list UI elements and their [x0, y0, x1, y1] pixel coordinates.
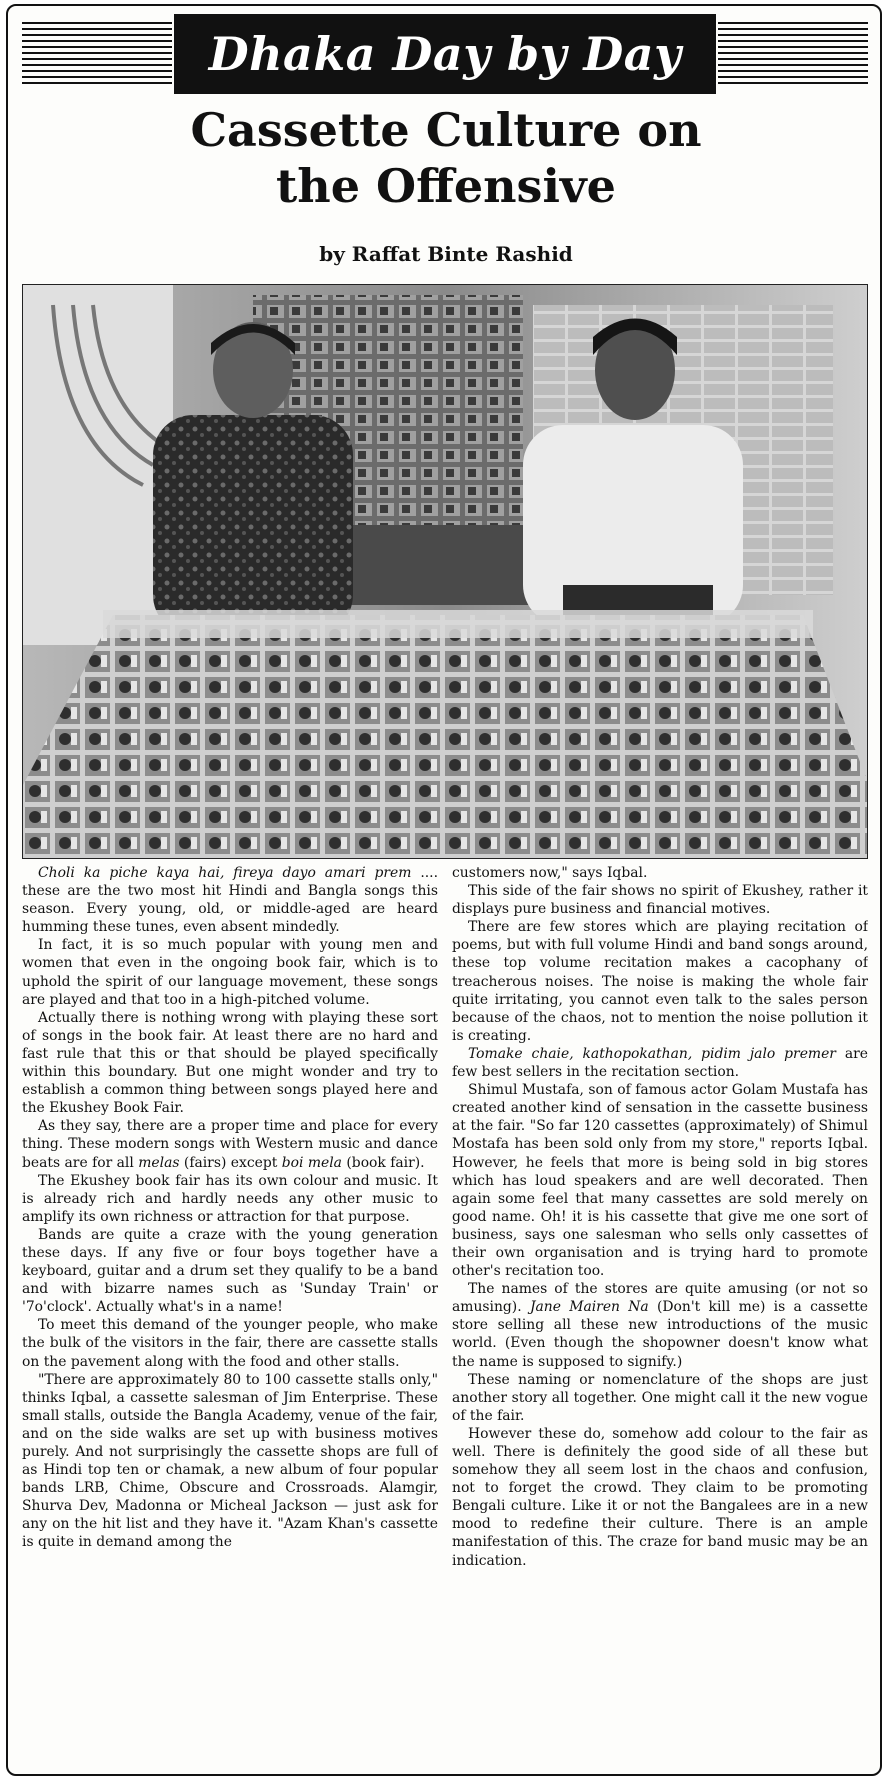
masthead-rules-left	[22, 22, 172, 86]
paragraph: Tomake chaie, kathopokathan, pidim jalo premer are few best sellers in the recitation section.	[452, 1045, 868, 1081]
column-right	[452, 864, 868, 1770]
section-masthead	[22, 14, 868, 94]
headline	[8, 102, 884, 214]
byline: by Raffat Binte Rashid	[319, 242, 573, 266]
headline-line-1: Cassette Culture on	[190, 103, 702, 157]
paragraph: There are few stores which are playing recitation of poems, but with full volume Hindi and band songs around, these top volume recitation makes a cacophany of treacherous noises. The noise is making the whole fair quite irritating, you cannot even talk to the sales person because of the chaos, not to mention the noise pollution it is creating.	[452, 919, 868, 1044]
paragraph: In fact, it is so much popular with young men and women that even in the ongoing book fair, which is to uphold the spirit of our language movement, these songs are played and that too in a high-pitched volume.	[22, 937, 438, 1008]
photo-illustration	[23, 285, 868, 859]
newspaper-clipping	[6, 4, 882, 1776]
section-title-box	[174, 14, 716, 94]
paragraph: To meet this demand of the younger people, who make the bulk of the visitors in the fair, there are cassette stalls on the pavement along with the food and other stalls.	[22, 1317, 438, 1370]
article-body	[22, 864, 868, 1770]
paragraph: customers now," says Iqbal.	[452, 865, 648, 881]
masthead-rules-right	[718, 22, 868, 86]
article-photo	[22, 284, 868, 859]
paragraph: Shimul Mustafa, son of famous actor Golam Mustafa has created another kind of sensation in the cassette business at the fair. "So far 120 cassettes (approximately) of Shimul Mostafa has been sold only from my store," reports Iqbal. However, he feels that more is being sold in big stores which has loud speakers and are well decorated. Then again some feel that many cassettes are sold merely on good name. Oh! it is his cassette that give me one sort of business, says one salesman who sells only cassettes of their own organisation and is trying hard to promote other's recitation too.	[452, 1082, 868, 1280]
paragraph: The names of the stores are quite amusing (or not so amusing). Jane Mairen Na (Don't kill me) is a cassette store selling all these new introductions of the music world. (Even though the shopowner doesn't know what the name is supposed to signify.)	[452, 1281, 868, 1370]
paragraph: Choli ka piche kaya hai, fireya dayo amari prem .... these are the two most hit Hindi and Bangla songs this season. Every young, old, or middle-aged are heard humming these tunes, even absent mindedly.	[22, 865, 438, 936]
paragraph: These naming or nomenclature of the shops are just another story all together. One might call it the new vogue of the fair.	[452, 1371, 868, 1424]
paragraph: "There are approximately 80 to 100 cassette stalls only," thinks Iqbal, a cassette salesman of Jim Enterprise. These small stalls, outside the Bangla Academy, venue of the fair, and on the side walks are set up with business motives purely. And not surprisingly the cassette shops are full of as Hindi top ten or chamak, a new album of four popular bands LRB, Chime, Obscure and Crossroads. Alamgir, Shurva Dev, Madonna or Micheal Jackson — just ask for any on the hit list and they have it. "Azam Khan's cassette is quite in demand among the	[22, 1371, 438, 1551]
paragraph: However these do, somehow add colour to the fair as well. There is definitely the good side of all these but somehow they all seem lost in the chaos and confusion, not to forget the crowd. They claim to be promoting Bengali culture. Like it or not the Bangalees are in a new mood to redefine their culture. There is an ample manifestation of this. The craze for band music may be an indication.	[452, 1425, 868, 1569]
paragraph: The Ekushey book fair has its own colour and music. It is already rich and hardly needs any other music to amplify its own richness or attraction for that purpose.	[22, 1172, 438, 1225]
section-title: Dhaka Day by Day	[208, 27, 682, 81]
paragraph: As they say, there are a proper time and place for every thing. These modern songs with Western music and dance beats are for all melas (fairs) except boi mela (book fair).	[22, 1118, 438, 1171]
paragraph: Bands are quite a craze with the young generation these days. If any five or four boys together have a keyboard, guitar and a drum set they qualify to be a band and with bizarre names such as 'Sunday Train' or '7o'clock'. Actually what's in a name!	[22, 1226, 438, 1316]
column-left	[22, 864, 438, 1770]
paragraph: Actually there is nothing wrong with playing these sort of songs in the book fair. At least there are no hard and fast rule that this or that should be played specifically within this boundary. But one might wonder and try to establish a common thing between songs played here and the Ekushey Book Fair.	[22, 1009, 438, 1117]
paragraph: This side of the fair shows no spirit of Ekushey, rather it displays pure business and financial motives.	[452, 883, 868, 918]
headline-line-2: the Offensive	[276, 159, 616, 213]
cassette-table	[23, 615, 868, 859]
